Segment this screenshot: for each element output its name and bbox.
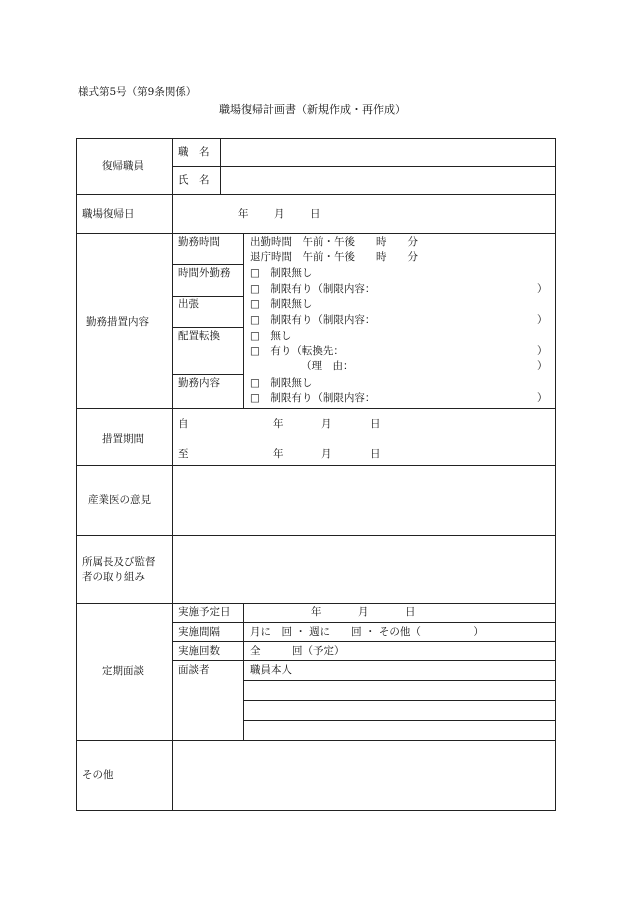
period-from-month: 月 (321, 418, 332, 430)
return-date-day: 日 (310, 208, 321, 220)
other-label: その他 (82, 769, 114, 781)
manager-efforts-label-1: 所属長及び監督 (82, 556, 156, 568)
name-label: 氏 名 (178, 174, 210, 186)
business-trip-label: 出張 (178, 298, 199, 310)
return-date-label: 職場復帰日 (82, 208, 135, 220)
period-label: 措置期間 (102, 433, 144, 445)
position-field[interactable] (221, 139, 555, 166)
form-number: 様式第5号（第9条関係） (78, 86, 197, 98)
work-hours-end: 退庁時間 午前・午後 時 分 (250, 251, 418, 263)
physician-opinion-field[interactable] (173, 466, 555, 535)
return-date-month: 月 (274, 208, 285, 220)
overtime-close-paren: ） (537, 283, 548, 295)
scheduled-date-year: 年 (311, 606, 322, 618)
reassignment-reason: （理 由： (301, 360, 354, 372)
duties-label: 勤務内容 (178, 377, 220, 389)
position-label: 職 名 (178, 146, 210, 158)
interviewer-first: 職員本人 (250, 664, 292, 676)
reassignment-label: 配置転換 (178, 330, 220, 342)
name-field[interactable] (221, 167, 555, 194)
manager-efforts-label-2: 者の取り組み (82, 571, 145, 583)
duties-no-limit[interactable]: □ 制限無し (250, 377, 313, 389)
return-date-year: 年 (238, 208, 249, 220)
overtime-limited[interactable]: □ 制限有り（制限内容： (250, 283, 376, 295)
reassignment-reason-close-paren: ） (537, 360, 548, 372)
returning-employee-label: 復帰職員 (102, 160, 144, 172)
business-trip-limited[interactable]: □ 制限有り（制限内容： (250, 314, 376, 326)
physician-opinion-label: 産業医の意見 (88, 494, 151, 506)
reassignment-yes[interactable]: □ 有り（転換先： (250, 345, 344, 357)
business-trip-close-paren: ） (537, 314, 548, 326)
interviewer-field-3[interactable] (244, 701, 555, 720)
period-from-label: 自 (178, 418, 189, 430)
count-text: 全 回（予定） (250, 645, 345, 657)
duties-limited[interactable]: □ 制限有り（制限内容： (250, 392, 376, 404)
overtime-label: 時間外勤務 (178, 267, 231, 279)
interviewer-field-2[interactable] (244, 681, 555, 700)
interview-label: 定期面談 (102, 665, 144, 677)
reassignment-none[interactable]: □ 無し (250, 330, 292, 342)
work-hours-start: 出勤時間 午前・午後 時 分 (250, 236, 418, 248)
period-to-day: 日 (370, 448, 381, 460)
interval-text: 月に 回 ・ 週に 回 ・ その他（ ） (250, 626, 484, 638)
period-to-year: 年 (273, 448, 284, 460)
interviewer-label: 面談者 (178, 664, 210, 676)
manager-efforts-field[interactable] (173, 536, 555, 603)
period-from-year: 年 (273, 418, 284, 430)
scheduled-date-month: 月 (358, 606, 369, 618)
business-trip-no-limit[interactable]: □ 制限無し (250, 298, 313, 310)
count-label: 実施回数 (178, 645, 220, 657)
reassignment-dest-close-paren: ） (537, 345, 548, 357)
interval-label: 実施間隔 (178, 626, 220, 638)
period-to-month: 月 (321, 448, 332, 460)
period-to-label: 至 (178, 448, 189, 460)
work-hours-label: 勤務時間 (178, 236, 220, 248)
page-title: 職場復帰計画書（新規作成・再作成） (219, 103, 406, 116)
period-from-day: 日 (370, 418, 381, 430)
scheduled-date-day: 日 (405, 606, 416, 618)
interviewer-field-4[interactable] (244, 721, 555, 740)
overtime-no-limit[interactable]: □ 制限無し (250, 267, 313, 279)
other-field[interactable] (173, 741, 555, 810)
work-measures-label: 勤務措置内容 (86, 316, 149, 328)
scheduled-date-label: 実施予定日 (178, 606, 231, 618)
duties-close-paren: ） (537, 392, 548, 404)
